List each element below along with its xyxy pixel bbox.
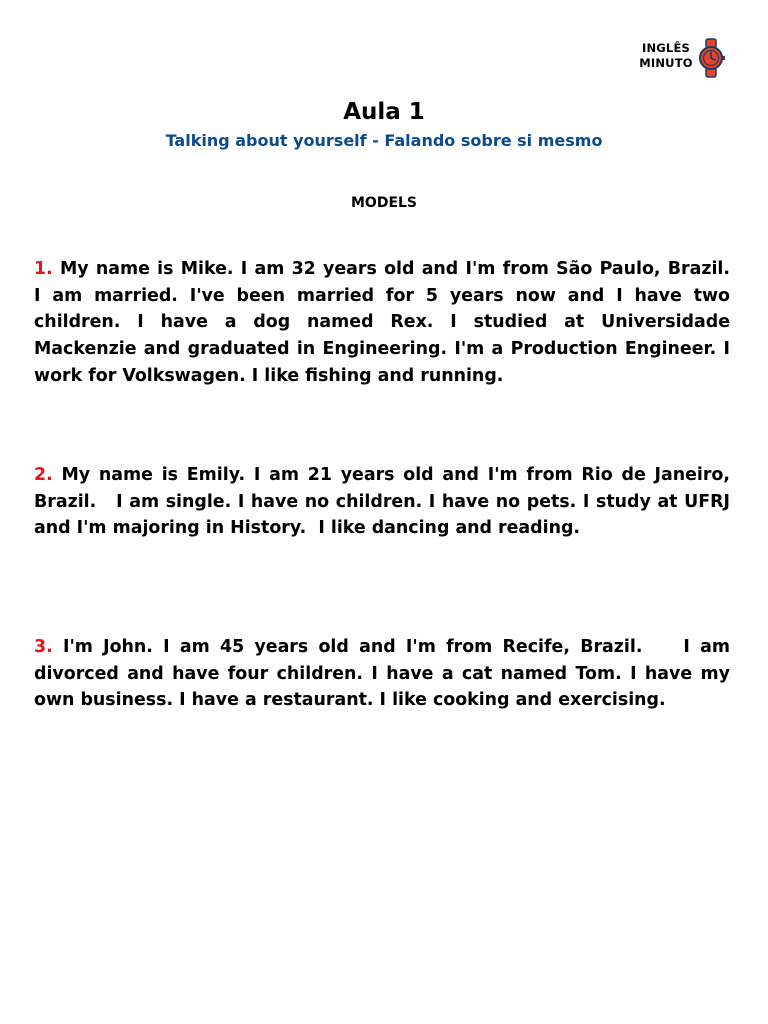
model-paragraph-3 [34, 634, 737, 714]
wristwatch-icon [696, 38, 726, 78]
page-subtitle: Talking about yourself - Falando sobre si mesmo [165, 131, 603, 150]
brand-logo-text [636, 41, 696, 71]
model-number-3: 3. [34, 637, 53, 657]
model-text-3: I'm John. I am 45 years old and I'm from Recife, Brazil. I am divorced and have four children. I have a cat named Tom. I have my own business. I have a restaurant. I like cooking and exercising. [34, 637, 737, 711]
brand-logo-line-2: MINUTO [639, 56, 693, 70]
model-paragraph-2 [34, 462, 737, 542]
brand-logo-line-1: INGLÊS [641, 41, 690, 55]
model-number-2: 2. [34, 465, 53, 485]
page-title: Aula 1 [343, 99, 425, 125]
model-text-2: My name is Emily. I am 21 years old and I'm from Rio de Janeiro, Brazil. I am single. I have no children. I have no pets. I study at UFRJ and I'm majoring in History. I like dancing and reading. [34, 465, 737, 539]
model-paragraph-1 [34, 256, 749, 390]
model-number-1: 1. [34, 259, 53, 279]
model-text-1: My name is Mike. I am 32 years old and I'm from São Paulo, Brazil. I am married. I've been married for 5 years now and I have two children. I have a dog named Rex. I studied at Universidade Mackenzie and graduated in Engineering. I'm a Production Engineer. I work for Volkswagen. I like fishing and running. [34, 259, 749, 386]
brand-logo [636, 38, 728, 78]
section-heading-models: MODELS [350, 195, 418, 211]
